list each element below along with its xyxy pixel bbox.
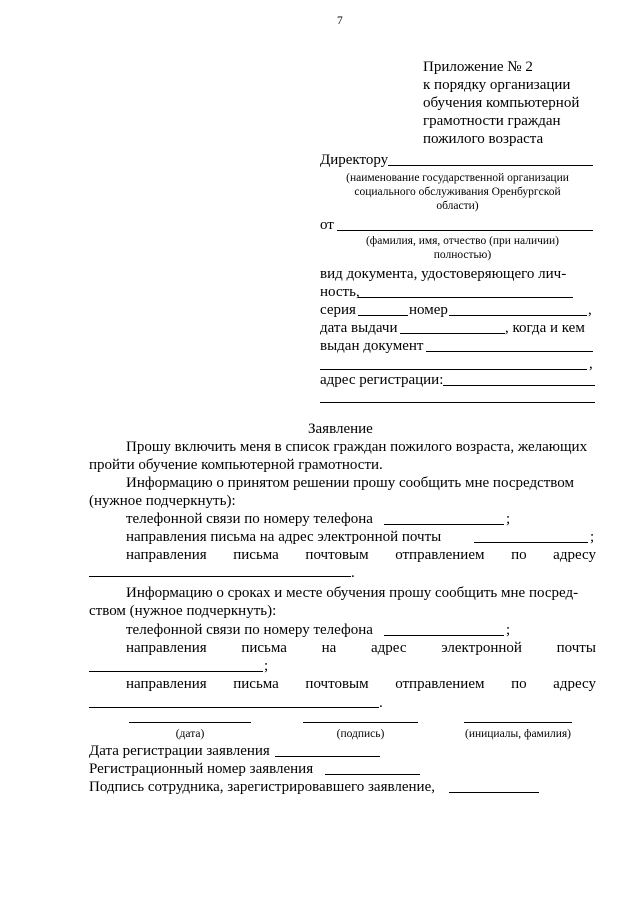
p3-post-dot: . bbox=[379, 695, 383, 711]
director-hint-3: области) bbox=[436, 200, 479, 212]
word: направления bbox=[126, 640, 207, 656]
issue-date-field[interactable] bbox=[400, 333, 505, 334]
word: письма bbox=[233, 547, 279, 563]
word: направления bbox=[126, 676, 207, 692]
p3-post-label bbox=[126, 675, 596, 693]
p3-post-field[interactable] bbox=[89, 707, 379, 708]
reg-date-label: Дата регистрации заявления bbox=[89, 743, 270, 759]
p2-phone-field[interactable] bbox=[384, 524, 504, 525]
p2-phone-semicolon: ; bbox=[506, 511, 511, 527]
series-label: серия bbox=[320, 302, 356, 318]
director-label: Директору bbox=[320, 152, 389, 168]
word: по bbox=[511, 547, 527, 563]
appendix-line-5: пожилого возраста bbox=[423, 131, 544, 147]
number-label: номер bbox=[409, 302, 448, 318]
p3-email-field[interactable] bbox=[89, 671, 263, 672]
address-label: адрес регистрации: bbox=[320, 372, 444, 388]
issued-by-field-2[interactable] bbox=[320, 369, 587, 370]
p2-line-1: Информацию о принятом решении прошу сообщить мне посредством bbox=[126, 475, 574, 491]
word: почты bbox=[556, 640, 596, 656]
statement-title: Заявление bbox=[308, 421, 373, 437]
p2-line-2: (нужное подчеркнуть): bbox=[89, 493, 236, 509]
reg-number-label: Регистрационный номер заявления bbox=[89, 761, 314, 777]
word: письма bbox=[241, 640, 287, 656]
word: на bbox=[321, 640, 337, 656]
p2-post-dot: . bbox=[351, 565, 355, 581]
word: направления bbox=[126, 547, 207, 563]
p1-line-2: пройти обучение компьютерной грамотности. bbox=[89, 457, 383, 473]
from-field[interactable] bbox=[337, 230, 593, 231]
issued-by-comma: , bbox=[589, 356, 593, 372]
doc-type-line-2: ность, bbox=[320, 284, 360, 300]
word: адресу bbox=[553, 547, 596, 563]
from-hint-2: полностью) bbox=[433, 249, 492, 261]
p2-phone-label: телефонной связи по номеру телефона bbox=[126, 511, 373, 527]
p2-email-semicolon: ; bbox=[590, 529, 595, 545]
initials-field[interactable] bbox=[464, 722, 572, 723]
doc-type-line-1: вид документа, удостоверяющего лич- bbox=[320, 266, 567, 282]
p3-email-label bbox=[126, 639, 596, 657]
doc-type-field[interactable] bbox=[358, 297, 573, 298]
appendix-line-4: грамотности граждан bbox=[423, 113, 561, 129]
word: почтовым bbox=[305, 676, 369, 692]
word: по bbox=[511, 676, 527, 692]
word: адрес bbox=[371, 640, 407, 656]
date-field[interactable] bbox=[129, 722, 251, 723]
appendix-line-2: к порядку организации bbox=[423, 77, 571, 93]
employee-sign-field[interactable] bbox=[449, 792, 539, 793]
issue-date-label: дата выдачи bbox=[320, 320, 398, 336]
word: адресу bbox=[553, 676, 596, 692]
p3-line-1: Информацию о сроках и месте обучения прошу сообщить мне посред- bbox=[126, 585, 579, 601]
issued-by-field[interactable] bbox=[426, 351, 593, 352]
number-field[interactable] bbox=[449, 315, 587, 316]
p2-post-field[interactable] bbox=[89, 576, 351, 577]
date-caption: (дата) bbox=[175, 728, 205, 740]
word: отправлением bbox=[395, 676, 485, 692]
signature-field[interactable] bbox=[303, 722, 418, 723]
p3-phone-field[interactable] bbox=[384, 635, 504, 636]
director-field[interactable] bbox=[388, 165, 593, 166]
from-hint-1: (фамилия, имя, отчество (при наличии) bbox=[365, 235, 560, 247]
word: электронной bbox=[441, 640, 522, 656]
initials-caption: (инициалы, фамилия) bbox=[464, 728, 572, 740]
appendix-line-3: обучения компьютерной bbox=[423, 95, 580, 111]
series-field[interactable] bbox=[358, 315, 408, 316]
word: письма bbox=[233, 676, 279, 692]
address-field-2[interactable] bbox=[320, 402, 595, 403]
p3-phone-label: телефонной связи по номеру телефона bbox=[126, 622, 373, 638]
number-comma: , bbox=[588, 302, 592, 318]
p1-line-1: Прошу включить меня в список граждан пожилого возраста, желающих bbox=[126, 439, 588, 455]
p2-email-field[interactable] bbox=[474, 542, 588, 543]
signature-caption: (подпись) bbox=[336, 728, 385, 740]
p2-post-label bbox=[126, 546, 596, 564]
when-by-label: , когда и кем bbox=[505, 320, 585, 336]
p2-email-label: направления письма на адрес электронной почты bbox=[126, 529, 442, 545]
page-number: 7 bbox=[337, 15, 343, 27]
word: почтовым bbox=[305, 547, 369, 563]
word: отправлением bbox=[395, 547, 485, 563]
p3-line-2: ством (нужное подчеркнуть): bbox=[89, 603, 277, 619]
reg-number-field[interactable] bbox=[325, 774, 420, 775]
p3-phone-semicolon: ; bbox=[506, 622, 511, 638]
reg-date-field[interactable] bbox=[275, 756, 380, 757]
p3-email-semicolon: ; bbox=[264, 658, 269, 674]
issued-by-label: выдан документ bbox=[320, 338, 424, 354]
director-hint-1: (наименование государственной организации bbox=[346, 172, 569, 184]
employee-sign-label: Подпись сотрудника, зарегистрировавшего заявление, bbox=[89, 779, 435, 795]
address-field[interactable] bbox=[443, 385, 595, 386]
director-hint-2: социального обслуживания Оренбургской bbox=[354, 186, 561, 198]
appendix-line-1: Приложение № 2 bbox=[423, 59, 533, 75]
from-label: от bbox=[320, 217, 334, 233]
